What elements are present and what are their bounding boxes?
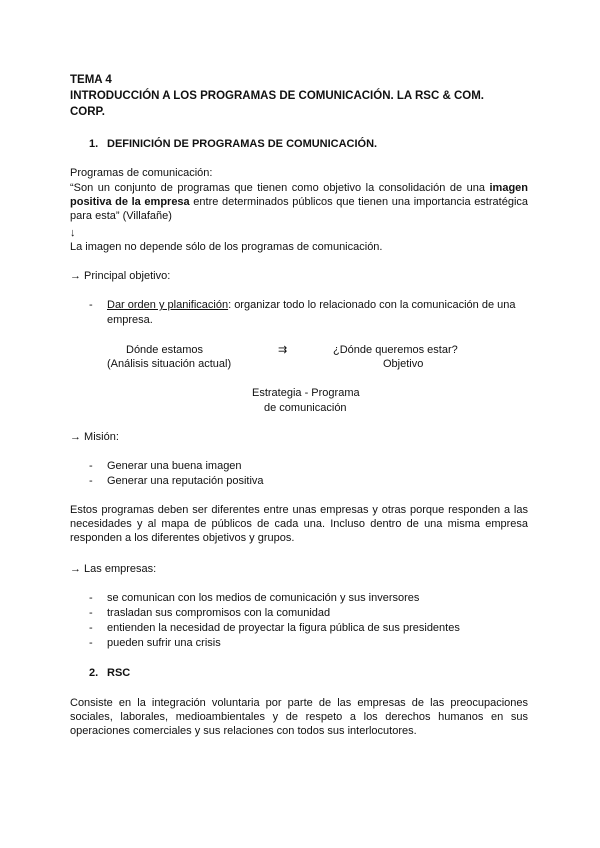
empresas-dash-2: - xyxy=(89,607,93,619)
mision-label: → Misión: xyxy=(70,431,119,443)
section-1-number: 1. xyxy=(89,138,99,150)
empresas-dash-3: - xyxy=(89,622,93,634)
objective-item xyxy=(107,298,516,312)
empresas-item-4: pueden sufrir una crisis xyxy=(107,637,221,649)
empresas-dash-4: - xyxy=(89,637,93,649)
diagram-right-top: ¿Dónde queremos estar? xyxy=(333,344,458,356)
definition-quote xyxy=(70,181,528,223)
empresas-item-3: entienden la necesidad de proyectar la figura pública de sus presidentes xyxy=(107,622,460,634)
tema-label: TEMA 4 xyxy=(70,74,112,86)
objective-rest: : organizar todo lo relacionado con la comunicación de una xyxy=(228,299,516,311)
definition-label: Programas de comunicación: xyxy=(70,167,213,179)
objective-label: → Principal objetivo: xyxy=(70,270,171,282)
quote-bold-2: positiva de la empresa xyxy=(70,196,190,208)
mision-dash-2: - xyxy=(89,475,93,487)
diagram-right-bottom: Objetivo xyxy=(383,358,424,370)
document-title-line-2: CORP. xyxy=(70,106,105,118)
empresas-dash-1: - xyxy=(89,592,93,604)
mision-item-1: Generar una buena imagen xyxy=(107,460,242,472)
paragraph-programas: Estos programas deben ser diferentes entre unas empresas y otras porque responden a las necesidades y al mapa de públicos de cada una. Incluso dentro de una misma empresa responden a los diferentes objetivos y grupos. xyxy=(70,504,528,544)
diagram-left-bottom: (Análisis situación actual) xyxy=(107,358,232,370)
paragraph-rsc: Consiste en la integración voluntaria por parte de las empresas de las preocupaciones sociales, laborales, medioambientales y de respeto a los derechos humanos en sus operaciones comerciales y sus relaciones con todos sus interlocutores. xyxy=(70,697,528,737)
quote-text-2: entre determinados públicos que tienen una importancia estratégica xyxy=(189,196,528,208)
diagram-center-bottom: de comunicación xyxy=(264,402,347,414)
quote-text-1: “Son un conjunto de programas que tienen como objetivo la consolidación de una xyxy=(70,182,490,194)
empresas-item-1: se comunican con los medios de comunicación y sus inversores xyxy=(107,592,420,604)
section-2-title: RSC xyxy=(107,667,131,679)
empresas-label: → Las empresas: xyxy=(70,563,157,575)
diagram-center-top: Estrategia - Programa xyxy=(252,387,360,399)
document-title-line-1: INTRODUCCIÓN A LOS PROGRAMAS DE COMUNICACIÓN. LA RSC & COM. xyxy=(70,90,484,102)
empresas-item-2: trasladan sus compromisos con la comunidad xyxy=(107,607,331,619)
objective-underlined: Dar orden y planificación xyxy=(107,299,229,311)
mision-item-2: Generar una reputación positiva xyxy=(107,475,264,487)
mision-dash-1: - xyxy=(89,460,93,472)
quote-text-3: para esta” (Villafañe) xyxy=(70,210,172,222)
objective-dash: - xyxy=(89,299,93,311)
double-arrow-icon: ⇉ xyxy=(278,344,288,356)
quote-bold-1: imagen xyxy=(489,182,528,194)
definition-conclusion: La imagen no depende sólo de los programas de comunicación. xyxy=(70,241,383,253)
section-2-number: 2. xyxy=(89,667,99,679)
arrow-down-icon: ↓ xyxy=(70,227,76,239)
diagram-left-top: Dónde estamos xyxy=(126,344,204,356)
section-1-title: DEFINICIÓN DE PROGRAMAS DE COMUNICACIÓN. xyxy=(107,138,378,150)
objective-item-line-2: empresa. xyxy=(107,314,153,326)
